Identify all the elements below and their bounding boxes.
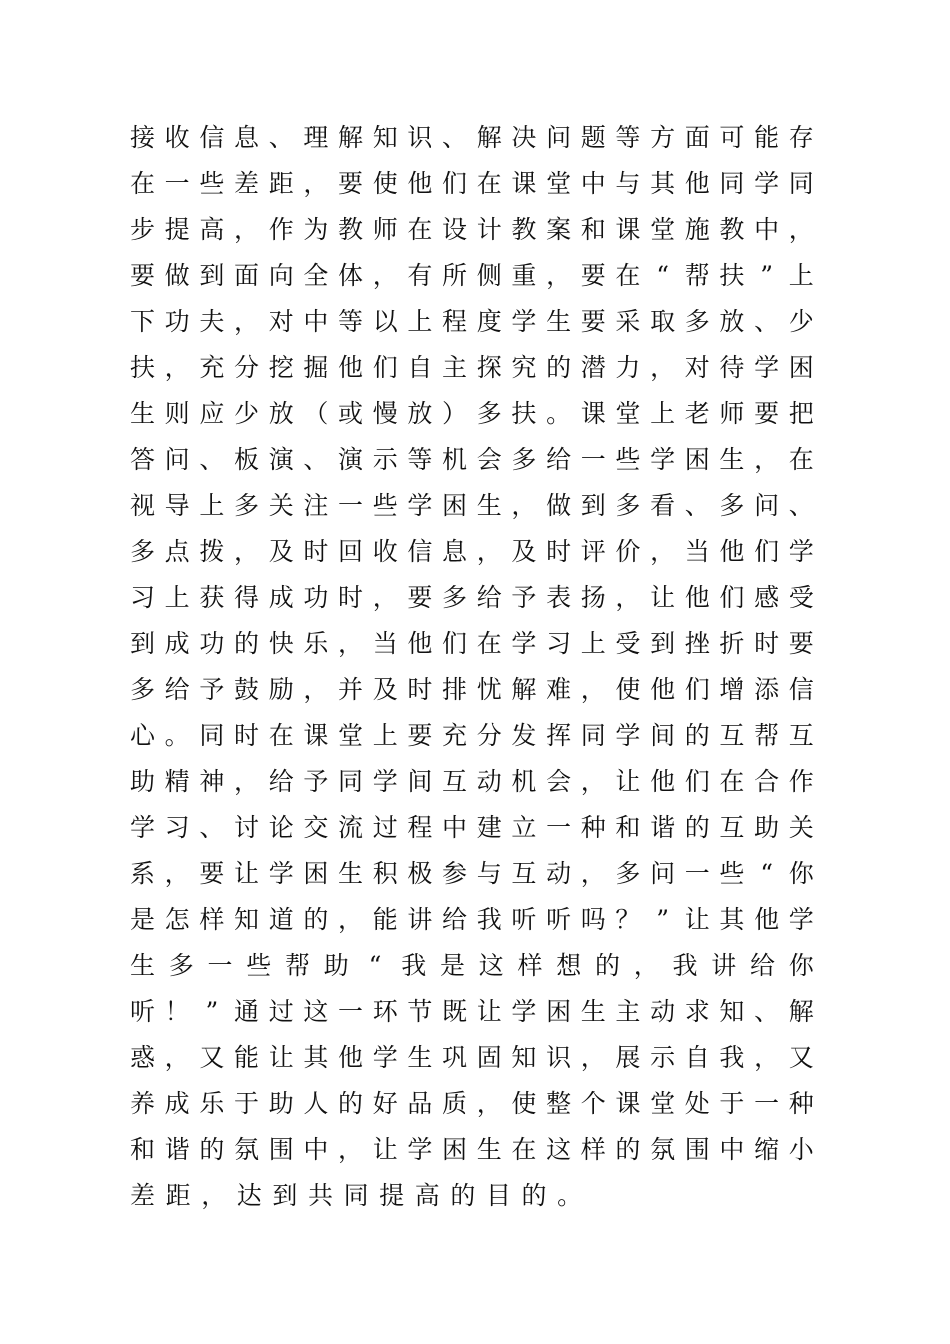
text-line: 心 。 同 时 在 课 堂 上 要 充 分 发 挥 同 学 间 的 互 帮 互 <box>130 721 814 750</box>
text-line: 学 习 、 讨 论 交 流 过 程 中 建 立 一 种 和 谐 的 互 助 关 <box>130 813 814 842</box>
text-line: 惑 ， 又 能 让 其 他 学 生 巩 固 知 识 ， 展 示 自 我 ， 又 <box>130 1043 814 1072</box>
text-line: 生 则 应 少 放 （ 或 慢 放 ） 多 扶 。 课 堂 上 老 师 要 把 <box>130 399 814 428</box>
text-line: 生 多 一 些 帮 助 “ 我 是 这 样 想 的 ， 我 讲 给 你 <box>130 951 814 980</box>
text-line: 多 点 拨 ， 及 时 回 收 信 息 ， 及 时 评 价 ， 当 他 们 学 <box>130 537 814 566</box>
text-line: 习 上 获 得 成 功 时 ， 要 多 给 予 表 扬 ， 让 他 们 感 受 <box>130 583 814 612</box>
text-line: 扶 ， 充 分 挖 掘 他 们 自 主 探 究 的 潜 力 ， 对 待 学 困 <box>130 353 814 382</box>
text-line: 下 功 夫 ， 对 中 等 以 上 程 度 学 生 要 采 取 多 放 、 少 <box>130 307 814 336</box>
text-line: 步 提 高 ， 作 为 教 师 在 设 计 教 案 和 课 堂 施 教 中 ， <box>130 215 814 244</box>
text-line: 答 问 、 板 演 、 演 示 等 机 会 多 给 一 些 学 困 生 ， 在 <box>130 445 814 474</box>
text-line: 视 导 上 多 关 注 一 些 学 困 生 ， 做 到 多 看 、 多 问 、 <box>130 491 814 520</box>
text-line: 在 一 些 差 距 ， 要 使 他 们 在 课 堂 中 与 其 他 同 学 同 <box>130 169 814 198</box>
text-line: 助 精 神 ， 给 予 同 学 间 互 动 机 会 ， 让 他 们 在 合 作 <box>130 767 814 796</box>
text-line: 养 成 乐 于 助 人 的 好 品 质 ， 使 整 个 课 堂 处 于 一 种 <box>130 1089 814 1118</box>
text-line: 差 距 ， 达 到 共 同 提 高 的 目 的 。 <box>130 1181 583 1210</box>
text-line: 和 谐 的 氛 围 中 ， 让 学 困 生 在 这 样 的 氛 围 中 缩 小 <box>130 1135 814 1164</box>
text-line: 接 收 信 息 、 理 解 知 识 、 解 决 问 题 等 方 面 可 能 存 <box>130 123 814 152</box>
body-text <box>130 115 830 1219</box>
text-line: 要 做 到 面 向 全 体 ， 有 所 侧 重 ， 要 在 “ 帮 扶 ” 上 <box>130 261 814 290</box>
text-line: 听 ！ ” 通 过 这 一 环 节 既 让 学 困 生 主 动 求 知 、 解 <box>130 997 814 1026</box>
text-line: 多 给 予 鼓 励 ， 并 及 时 排 忧 解 难 ， 使 他 们 增 添 信 <box>130 675 814 704</box>
text-line: 系 ， 要 让 学 困 生 积 极 参 与 互 动 ， 多 问 一 些 “ 你 <box>130 859 814 888</box>
text-line: 到 成 功 的 快 乐 ， 当 他 们 在 学 习 上 受 到 挫 折 时 要 <box>130 629 814 658</box>
text-line: 是 怎 样 知 道 的 ， 能 讲 给 我 听 听 吗 ？ ” 让 其 他 学 <box>130 905 814 934</box>
